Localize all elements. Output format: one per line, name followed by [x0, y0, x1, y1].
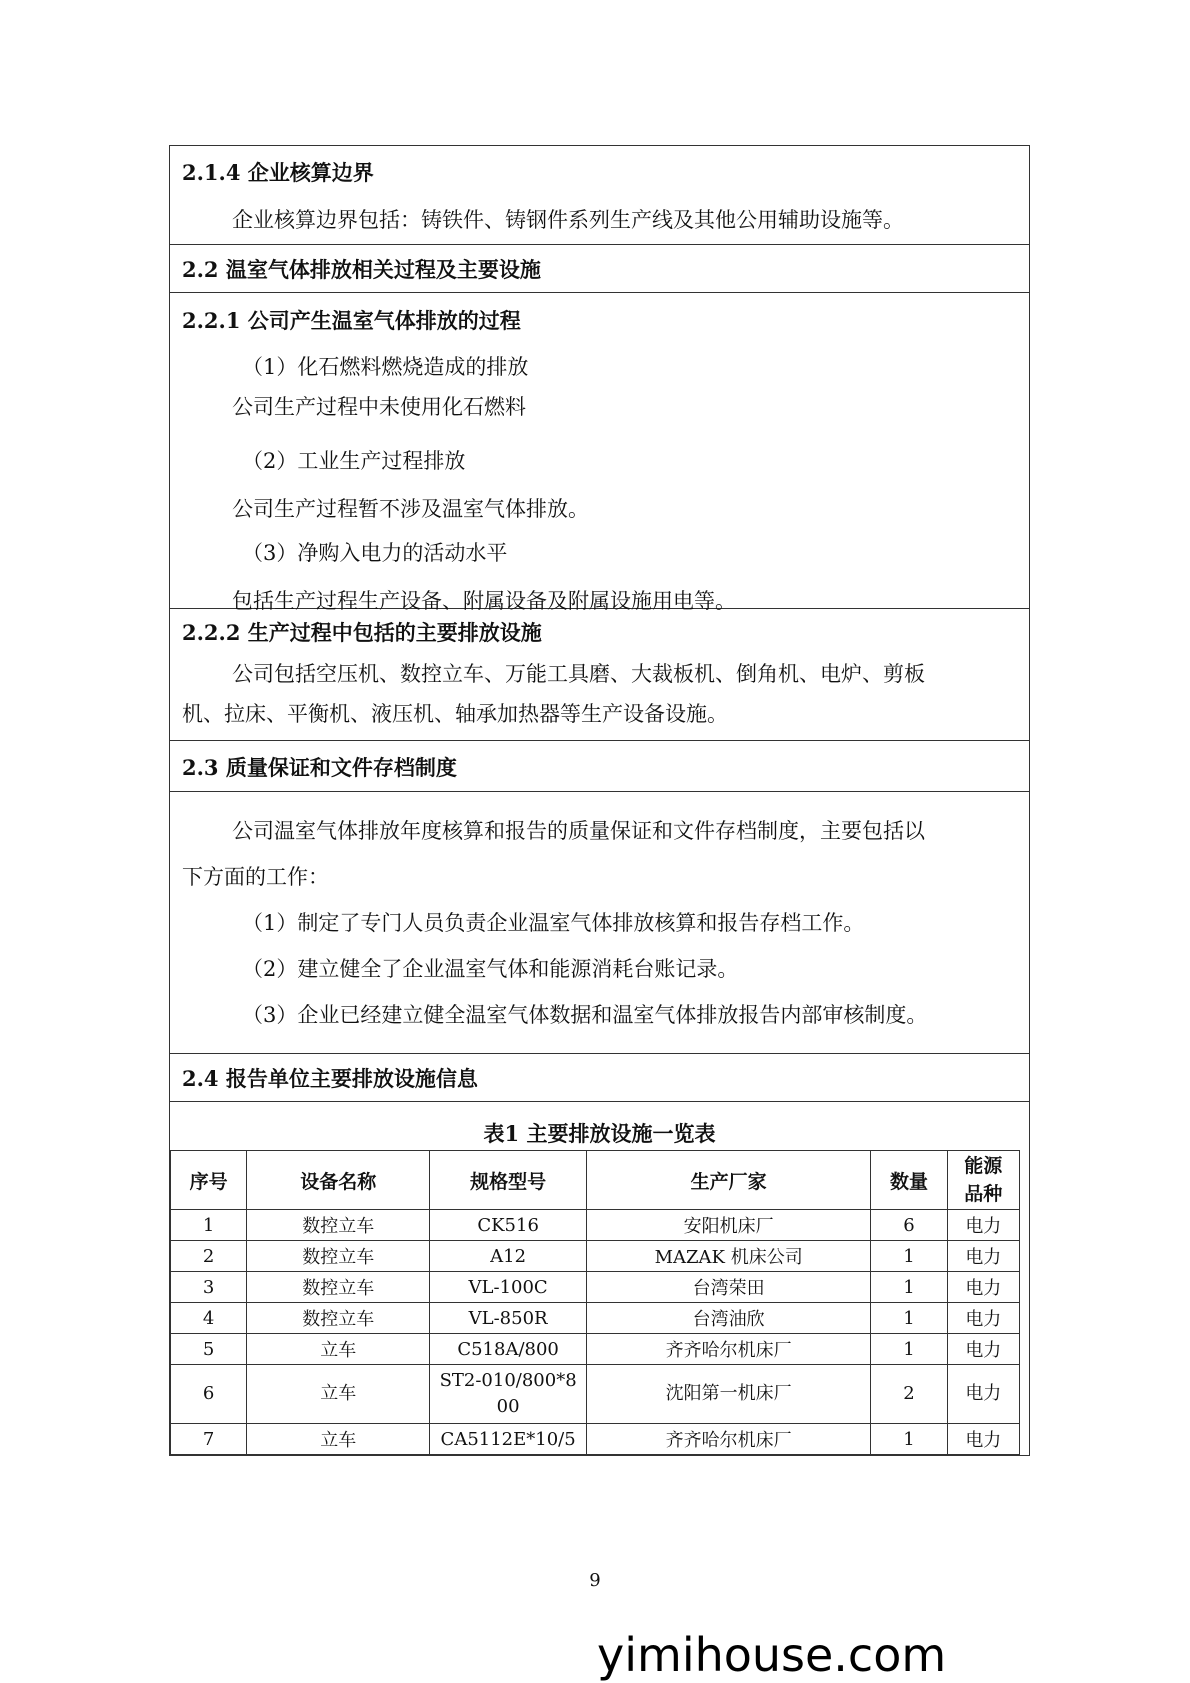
table-row: 1 数控立车 CK516 安阳机床厂 6 电力	[171, 1210, 1020, 1241]
table-row: 2 数控立车 A12 MAZAK 机床公司 1 电力	[171, 1241, 1020, 1272]
section-2-3-body	[170, 792, 1029, 1054]
header-model: 规格型号	[430, 1151, 587, 1210]
section-heading: 2.1.4 企业核算边界	[182, 160, 374, 185]
section-2-3	[170, 741, 1029, 792]
list-item: （2）工业生产过程排放	[242, 449, 466, 473]
table-caption: 表1 主要排放设施一览表	[483, 1121, 716, 1146]
list-item: （2）建立健全了企业温室气体和能源消耗台账记录。	[242, 957, 739, 981]
section-2-2	[170, 245, 1029, 293]
header-equipment-name: 设备名称	[247, 1151, 430, 1210]
header-index: 序号	[171, 1151, 247, 1210]
table-header-row	[171, 1151, 1020, 1210]
section-heading: 2.2.2 生产过程中包括的主要排放设施	[182, 619, 542, 645]
section-heading: 2.2 温室气体排放相关过程及主要设施	[182, 257, 541, 282]
section-heading: 2.2.1 公司产生温室气体排放的过程	[182, 308, 521, 333]
paragraph: 公司生产过程中未使用化石燃料	[232, 395, 526, 419]
header-quantity: 数量	[871, 1151, 947, 1210]
section-2-4	[170, 1054, 1029, 1102]
watermark-text: yimihouse.com	[597, 1628, 947, 1682]
paragraph: 企业核算边界包括：铸铁件、铸钢件系列生产线及其他公用辅助设施等。	[232, 208, 904, 232]
table-row: 5 立车 C518A/800 齐齐哈尔机床厂 1 电力	[171, 1334, 1020, 1365]
table-row: 7 立车 CA5112E*10/5 齐齐哈尔机床厂 1 电力	[171, 1424, 1020, 1455]
page-number: 9	[589, 1570, 601, 1591]
list-item: （1）化石燃料燃烧造成的排放	[242, 355, 529, 379]
table-row: 3 数控立车 VL-100C 台湾荣田 1 电力	[171, 1272, 1020, 1303]
section-heading: 2.4 报告单位主要排放设施信息	[182, 1066, 478, 1091]
table-section	[170, 1102, 1029, 1455]
header-manufacturer: 生产厂家	[586, 1151, 870, 1210]
table-row: 6 立车 ST2-010/800*8 00 沈阳第一机床厂 2 电力	[171, 1365, 1020, 1424]
paragraph-line: 公司温室气体排放年度核算和报告的质量保证和文件存档制度，主要包括以	[232, 819, 925, 843]
paragraph-line: 下方面的工作：	[182, 865, 329, 889]
paragraph: 公司生产过程暂不涉及温室气体排放。	[232, 497, 589, 521]
section-heading: 2.3 质量保证和文件存档制度	[182, 754, 457, 780]
section-2-2-1	[170, 293, 1029, 613]
list-item: （3）企业已经建立健全温室气体数据和温室气体排放报告内部审核制度。	[242, 1003, 928, 1027]
paragraph-line: 公司包括空压机、数控立车、万能工具磨、大裁板机、倒角机、电炉、剪板	[232, 662, 925, 686]
section-2-1-4	[170, 146, 1029, 245]
document-frame	[169, 145, 1030, 1456]
header-energy-type: 能源 品种	[947, 1151, 1019, 1210]
table-row: 4 数控立车 VL-850R 台湾油欣 1 电力	[171, 1303, 1020, 1334]
list-item: （1）制定了专门人员负责企业温室气体排放核算和报告存档工作。	[242, 911, 865, 935]
paragraph: 包括生产过程生产设备、附属设备及附属设施用电等。	[232, 589, 736, 613]
model-cell-wrapped: ST2-010/800*8 00	[430, 1365, 587, 1424]
equipment-table	[170, 1150, 1020, 1455]
section-2-2-2	[170, 609, 1029, 741]
paragraph-line: 机、拉床、平衡机、液压机、轴承加热器等生产设备设施。	[182, 702, 728, 726]
list-item: （3）净购入电力的活动水平	[242, 541, 508, 565]
